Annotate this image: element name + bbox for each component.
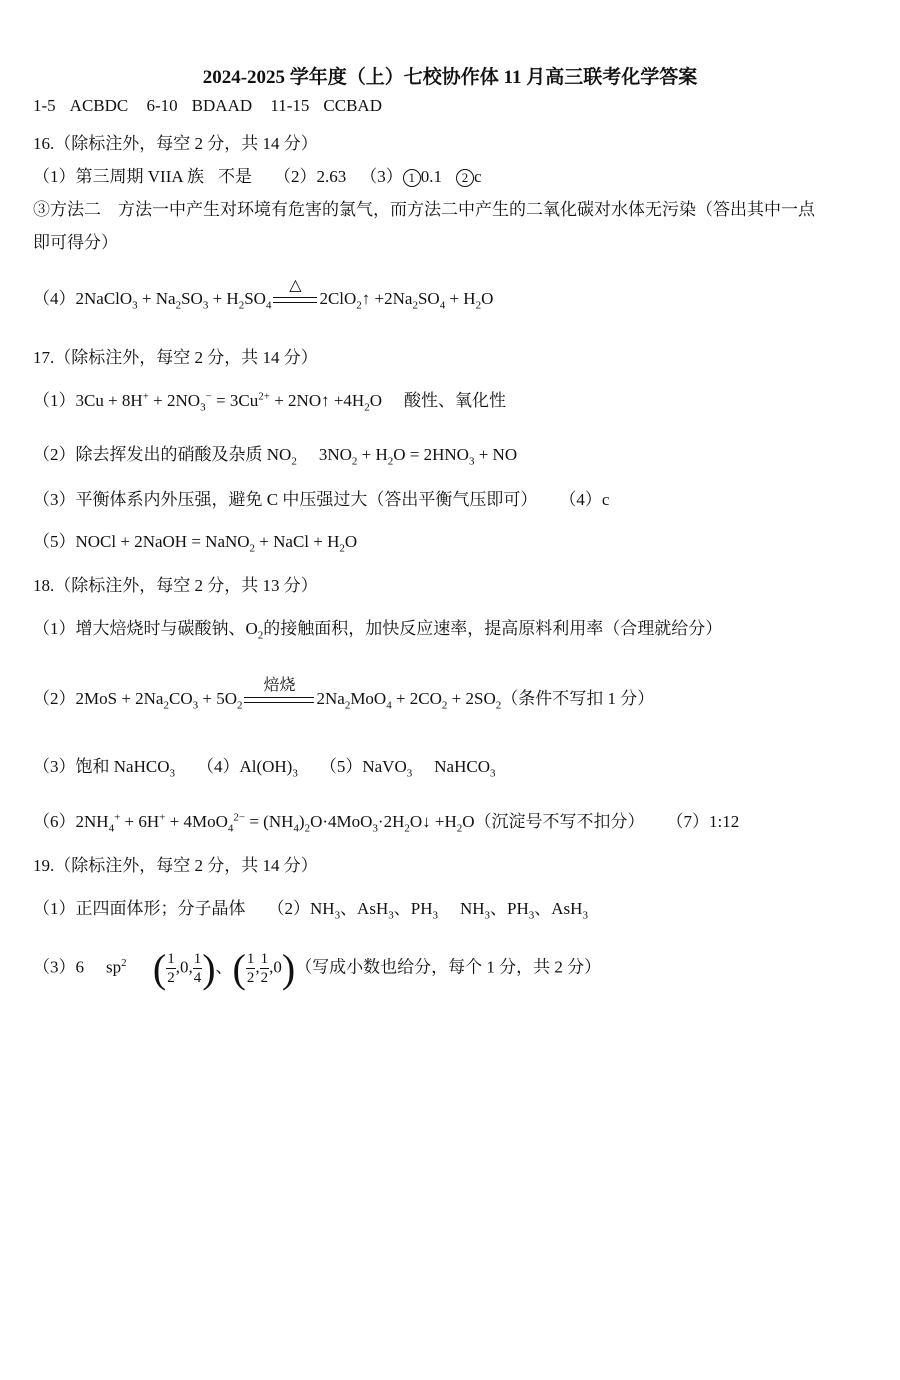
q16-line1: （1）第三周期 VIIA 族 不是 （2）2.63 （3） 1 0.1 2 c — [33, 167, 482, 186]
q19-header: 19.（除标注外，每空 2 分，共 14 分） — [33, 856, 318, 875]
q18-eq2: $(2)2MoS + 2Na_2CO_3 + 5O_2$ 焙烧 $2Na_2MoO_4 + 2CO_2 + 2SO_2$（条件不写扣 1 分） — [33, 677, 655, 712]
q18-eq6: $(6)2NH_4^+ + 6H^+ + 4MoO_4^{2-}$ = $(NH_4)_2O\cdot 4MoO_3\cdot 2H_2O↓ +H_2O$（沉淀号不写不扣分） （7）1:12 — [33, 811, 740, 835]
q16-header: 16.（除标注外，每空 2 分，共 14 分） — [33, 134, 318, 153]
q19-line1: （1）正四面体形；分子晶体 $(2)NH_3$、AsH$_3$、$PH_3$ $NH_3$、$PH_3$、AsH$_3$ — [33, 899, 588, 922]
circled-one: 1 — [403, 169, 421, 187]
q16-line2: ③方法二 方法一中产生对环境有危害的氯气，而方法二中产生的二氧化碳对水体无污染（答出其中一点 — [33, 200, 815, 219]
page-title: 2024-2025 学年度（上）七校协作体 11 月高三联考化学答案 — [202, 67, 698, 88]
roast-condition: 焙烧 — [244, 689, 314, 709]
q17-line2: （2）除去挥发出的硝酸及杂质 $NO_2$ $3NO_2 + H_2O = 2HNO_3$ + NO — [33, 445, 518, 468]
q19-line3: （3）6 $sp^2$ ( $\frac{1}{2}$ ,0, $\frac{1}{4}$ )、( $\frac{1}{2}$ , $\frac{1}{2}$ ,0)（写成小数也给分，每个 1 分，共 2 分） — [33, 946, 602, 991]
q17-line1: $(1)3Cu + 8H^+ + 2NO_3^- = 3Cu^{2+}$ + 2NO↑ $+4H_2O$ 酸性、氧化性 — [33, 390, 506, 414]
q17-header: 17.（除标注外，每空 2 分，共 14 分） — [33, 348, 318, 367]
heat-condition: △ — [273, 289, 317, 309]
q18-line1: （1）增大焙烧时与碳酸钠、$O_2$的接触面积，加快反应速率，提高原料利用率（合理就给分） — [33, 619, 723, 642]
q17-line3: （3）平衡体系内外压强，避免 C 中压强过大（答出平衡气压即可） （4）c — [33, 490, 610, 509]
q18-line3: （3）饱和 NaHCO$_3$ $(4)Al(OH)_3$ （5）NaVO$_3$ NaHCO$_3$ — [33, 757, 496, 780]
q16-line3: 即可得分） — [33, 233, 118, 252]
circled-two: 2 — [456, 169, 474, 187]
q16-eq4: （4）2NaClO$_3$ + $Na_2SO_3 + H_2SO_4$ △ 2ClO$_2$↑ $+2Na_2SO_4 + H_2O$ — [33, 277, 494, 312]
q17-line5: （5）NOCl + 2NaOH = NaNO$_2$ + NaCl + $H_2O$ — [33, 532, 358, 555]
choice-answers: 1-5 ACBDC 6-10 BDAAD 11-15 CCBAD — [33, 96, 382, 115]
q18-header: 18.（除标注外，每空 2 分，共 13 分） — [33, 576, 318, 595]
